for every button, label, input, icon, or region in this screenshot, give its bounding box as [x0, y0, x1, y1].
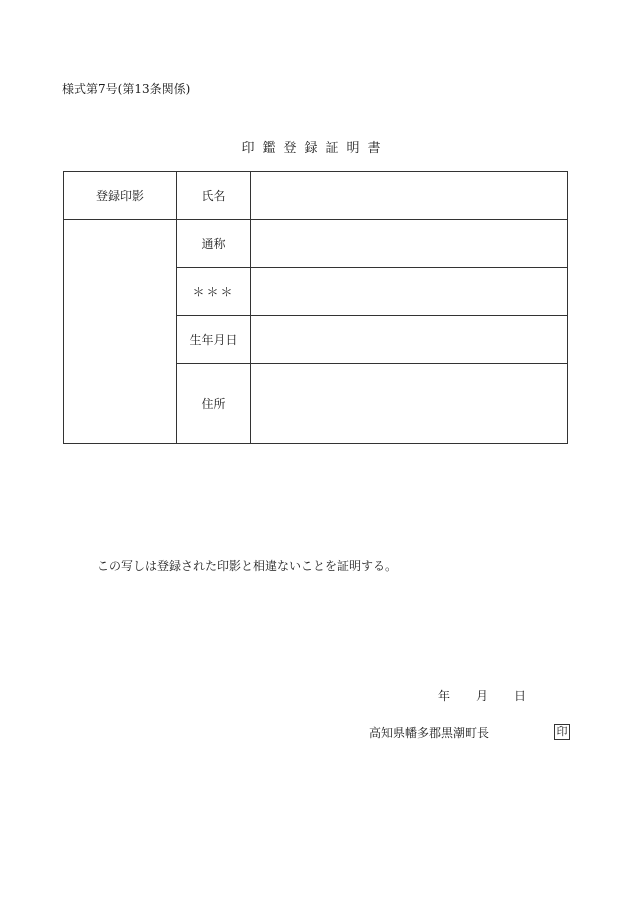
birthdate-label: 生年月日: [177, 316, 251, 364]
masked-value-cell: [251, 268, 568, 316]
name-value-cell: [251, 172, 568, 220]
table-row: [64, 220, 568, 268]
address-label: 住所: [177, 364, 251, 444]
name-label: 氏名: [177, 172, 251, 220]
month-label: 月: [476, 689, 489, 703]
issuer-title: 高知県幡多郡黒潮町長: [369, 726, 490, 740]
official-seal-mark: 印: [554, 724, 570, 740]
year-label: 年: [438, 689, 451, 703]
day-label: 日: [514, 689, 527, 703]
form-number: 様式第7号(第13条関係): [62, 82, 191, 96]
alias-value-cell: [251, 220, 568, 268]
certificate-table: [63, 171, 568, 444]
certification-statement: この写しは登録された印影と相違ないことを証明する。: [97, 559, 398, 573]
alias-label: 通称: [177, 220, 251, 268]
seal-impression-header: 登録印影: [64, 172, 177, 220]
birthdate-value-cell: [251, 316, 568, 364]
masked-label: ＊＊＊: [177, 268, 251, 316]
document-title: 印鑑登録証明書: [241, 141, 389, 156]
address-value-cell: [251, 364, 568, 444]
table-row: [64, 172, 568, 220]
seal-impression-cell: [64, 220, 177, 444]
date-line: [438, 687, 526, 704]
